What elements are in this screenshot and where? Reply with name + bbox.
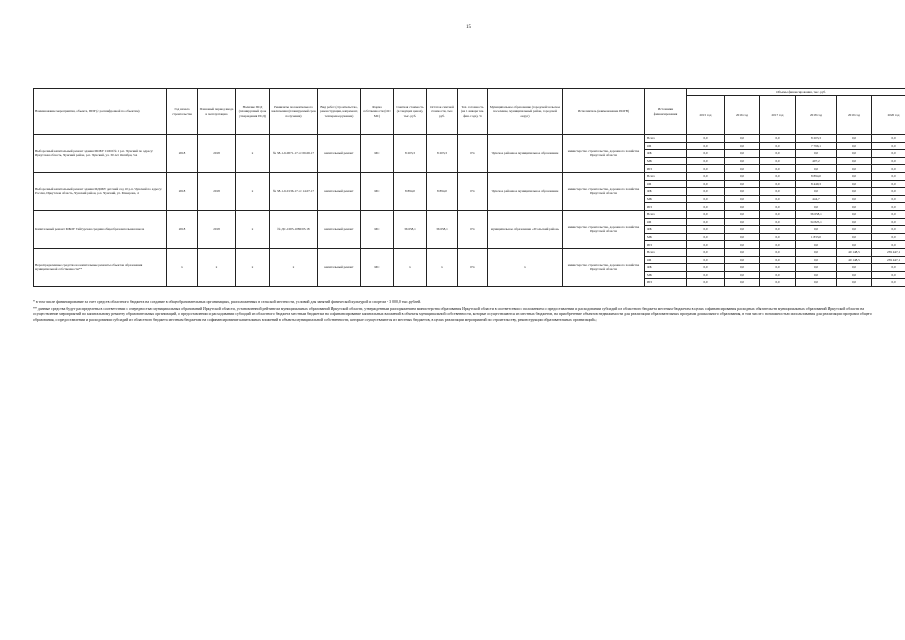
funding-amount-cell: 8 894,0 <box>796 172 837 180</box>
funding-amount-cell: 0,0 <box>872 172 905 180</box>
object-psd: x <box>236 172 270 210</box>
funding-amount-cell: 0,0 <box>837 180 872 188</box>
funding-amount-cell: 0,0 <box>687 172 725 180</box>
funding-amount-cell: 0,0 <box>837 264 872 272</box>
header-year: 2016 год <box>725 96 760 135</box>
object-ownership: МС <box>361 210 394 248</box>
funding-source-label: ИП <box>645 165 687 173</box>
funding-amount-cell: 407,2 <box>796 157 837 165</box>
funding-amount-cell: 0,0 <box>760 150 796 158</box>
funding-amount-cell: 0,0 <box>837 203 872 211</box>
funding-source-label: ФБ <box>645 188 687 196</box>
funding-source-label: ИП <box>645 203 687 211</box>
funding-amount-cell: 0,0 <box>687 210 725 218</box>
funding-amount-cell: 0,0 <box>687 248 725 256</box>
funding-amount-cell: 0,0 <box>760 233 796 241</box>
funding-amount-cell: 34 825,1 <box>796 218 837 226</box>
object-ownership: МС <box>361 172 394 210</box>
funding-amount-cell: 0,0 <box>796 264 837 272</box>
footnote-2: ** данные средства будут распределены в соответствии с очередностью муниципальных образований Иркутской области, установленной рейтингом муниципальных образований Иркутской области, утвержденным распоряжением министерства образования Иркутской области в соответствии с положением о предоставлении и расходовании субсидий из областного бюджета местным бюджетам в целях софинансирования расходных обязательств муниципальных образований Иркутской области на осуществление мероприятий по капитальному ремонту образовательных организаций, о предоставлении и расходовании субсидий из областного бюджета местным бюджетам на софинансирование капитальных вложений в объекты муниципальной собственности, которые осуществляются из местных бюджетов, на приобретение объектов недвижимости для реализации образовательных программ дошкольного образования, в том числе с возможностью использования для реализации программ общего образования, о предоставлении и расходовании субсидий из областного бюджета местным бюджетам на софинансирование капитальных вложений в объекты муниципальной собственности, которые осуществляются из местных бюджетов, в целях реализации мероприятий по строительству, реконструкции образовательных организаций»; <box>33 306 872 322</box>
funding-source-label: Всего <box>645 135 687 143</box>
header-planned-period: Плановый период ввода в эксплуатацию <box>198 89 236 135</box>
funding-amount-cell: 0,0 <box>872 157 905 165</box>
funding-source-label: МБ <box>645 233 687 241</box>
funding-amount-cell: 0,0 <box>687 157 725 165</box>
funding-amount-cell: 0,0 <box>725 271 760 279</box>
funding-amount-cell: 0,0 <box>837 188 872 196</box>
object-name: Выборочный капитальный ремонт здания МОБУ СОШ № 1 р.п. Чунский по адресу: Иркутская область, Чунский район, р.п. Чунский, ул. 30 лет Октября, 5А <box>34 135 167 173</box>
funding-amount-cell: 0,0 <box>687 135 725 143</box>
funding-amount-cell: 0,0 <box>872 188 905 196</box>
funding-amount-cell: 239 447,1 <box>872 256 905 264</box>
object-year-start: x <box>167 248 198 286</box>
funding-amount-cell: 0,0 <box>725 264 760 272</box>
funding-amount-cell: 0,0 <box>725 233 760 241</box>
funding-amount-cell: 0,0 <box>760 218 796 226</box>
table-header <box>34 89 905 135</box>
funding-amount-cell: 0,0 <box>837 241 872 249</box>
object-work-type: капитальный ремонт <box>318 135 361 173</box>
funding-source-label: МБ <box>645 195 687 203</box>
header-year: 2018 год <box>796 96 837 135</box>
object-expertise: № 38-1-6-0136-17 от 14.07.17 <box>270 172 318 210</box>
object-readiness: 0% <box>458 248 488 286</box>
funding-source-label: Всего <box>645 210 687 218</box>
object-expertise: № 38-1-6-0071-17 от 06.06.17 <box>270 135 318 173</box>
funding-amount-cell: 0,0 <box>796 271 837 279</box>
funding-amount-cell: 0,0 <box>725 256 760 264</box>
funding-amount-cell: 0,0 <box>725 150 760 158</box>
footnote-1: * в том числе финансирование за счет средств областного бюджета на создание в общеобразовательных организациях, расположенных в сельской местности, условий для занятий физической культурой и спортом - 3 000,0 тыс.рублей. <box>33 300 422 304</box>
table-row <box>34 135 905 143</box>
footnotes <box>33 300 878 324</box>
funding-amount-cell: 0,0 <box>837 226 872 234</box>
object-remaining: 8 203,3 <box>427 135 458 173</box>
funding-amount-cell: 0,0 <box>760 256 796 264</box>
funding-amount-cell: 0,0 <box>796 188 837 196</box>
funding-amount-cell: 0,0 <box>872 226 905 234</box>
object-year-start: 2018 <box>167 172 198 210</box>
funding-amount-cell: 0,0 <box>760 165 796 173</box>
funding-amount-cell: 0,0 <box>760 180 796 188</box>
funding-amount-cell: 0,0 <box>837 135 872 143</box>
object-planned-period: x <box>198 248 236 286</box>
funding-amount-cell: 0,0 <box>796 203 837 211</box>
funding-amount-cell: 0,0 <box>725 218 760 226</box>
funding-amount-cell: 0,0 <box>872 165 905 173</box>
funding-amount-cell: 40 148,5 <box>837 248 872 256</box>
object-work-type: капитальный ремонт <box>318 248 361 286</box>
funding-amount-cell: 0,0 <box>760 135 796 143</box>
object-cost: 8 894,0 <box>394 172 427 210</box>
funding-amount-cell: 0,0 <box>725 142 760 150</box>
object-psd: x <box>236 210 270 248</box>
funding-source-label: ИП <box>645 241 687 249</box>
funding-amount-cell: 0,0 <box>725 241 760 249</box>
funding-amount-cell: 0,0 <box>872 195 905 203</box>
funding-amount-cell: 0,0 <box>872 180 905 188</box>
table-body <box>34 135 905 287</box>
funding-source-label: ФБ <box>645 264 687 272</box>
funding-amount-cell: 0,0 <box>837 233 872 241</box>
object-planned-period: 2018 <box>198 172 236 210</box>
funding-amount-cell: 0,0 <box>725 210 760 218</box>
funding-amount-cell: 0,0 <box>796 150 837 158</box>
header-year: 2019 год <box>837 96 872 135</box>
object-work-type: капитальный ремонт <box>318 172 361 210</box>
funding-source-label: ФБ <box>645 226 687 234</box>
header-municipality: Муниципальное образование (городской/сельское поселение, муниципальный район, городской округ) <box>488 89 563 135</box>
object-cost: x <box>394 248 427 286</box>
funding-amount-cell: 0,0 <box>760 264 796 272</box>
funding-amount-cell: 0,0 <box>872 142 905 150</box>
funding-amount-cell: 0,0 <box>687 188 725 196</box>
funding-amount-cell: 0,0 <box>837 279 872 287</box>
table-row <box>34 210 905 218</box>
funding-amount-cell: 8 449,3 <box>796 180 837 188</box>
funding-amount-cell: 0,0 <box>687 233 725 241</box>
funding-amount-cell: 0,0 <box>760 172 796 180</box>
funding-amount-cell: 0,0 <box>837 157 872 165</box>
object-psd: x <box>236 135 270 173</box>
funding-source-label: ИП <box>645 279 687 287</box>
header-remaining: Остаток сметной стоимости, тыс. руб. <box>427 89 458 135</box>
funding-amount-cell: 239 447,1 <box>872 248 905 256</box>
funding-amount-cell: 0,0 <box>725 172 760 180</box>
funding-amount-cell: 36 658,1 <box>796 210 837 218</box>
page-number: 15 <box>466 25 471 30</box>
funding-amount-cell: 0,0 <box>760 157 796 165</box>
funding-amount-cell: 0,0 <box>872 218 905 226</box>
funding-amount-cell: 0,0 <box>687 256 725 264</box>
funding-amount-cell: 0,0 <box>837 195 872 203</box>
funding-amount-cell: 0,0 <box>796 241 837 249</box>
object-expertise: x <box>270 248 318 286</box>
object-work-type: капитальный ремонт <box>318 210 361 248</box>
funding-amount-cell: 0,0 <box>760 188 796 196</box>
funding-amount-cell: 0,0 <box>687 180 725 188</box>
funding-amount-cell: 0,0 <box>725 226 760 234</box>
funding-amount-cell: 0,0 <box>760 271 796 279</box>
funding-amount-cell: 0,0 <box>687 203 725 211</box>
funding-amount-cell: 0,0 <box>760 142 796 150</box>
table-row <box>34 248 905 256</box>
funding-amount-cell: 0,0 <box>760 210 796 218</box>
funding-amount-cell: 0,0 <box>872 150 905 158</box>
funding-amount-cell: 0,0 <box>687 226 725 234</box>
funding-source-label: ОБ <box>645 142 687 150</box>
header-readiness: Тех. готовность (на 1 января тек. фин. года), % <box>458 89 488 135</box>
funding-source-label: ОБ <box>645 218 687 226</box>
funding-amount-cell: 0,0 <box>837 210 872 218</box>
object-readiness: 0% <box>458 172 488 210</box>
funding-source-label: Всего <box>645 172 687 180</box>
funding-amount-cell: 0,0 <box>872 271 905 279</box>
funding-amount-cell: 0,0 <box>725 157 760 165</box>
object-municipality: Чунское районное муниципальное образование <box>488 135 563 173</box>
financing-table-container <box>33 88 901 287</box>
funding-source-label: МБ <box>645 271 687 279</box>
funding-amount-cell: 0,0 <box>725 180 760 188</box>
funding-amount-cell: 0,0 <box>687 241 725 249</box>
table-row <box>34 172 905 180</box>
header-work-type: Вид работ (строительство, реконструкция, капремонт, техперевооружение) <box>318 89 361 135</box>
funding-amount-cell: 7 796,1 <box>796 142 837 150</box>
object-municipality: Чунское районное муниципальное образование <box>488 172 563 210</box>
header-executor: Исполнитель (наименование ИОГВ) <box>563 89 645 135</box>
object-municipality: x <box>488 248 563 286</box>
funding-source-label: МБ <box>645 157 687 165</box>
funding-amount-cell: 0,0 <box>687 142 725 150</box>
funding-amount-cell: 0,0 <box>725 195 760 203</box>
object-year-start: 2018 <box>167 210 198 248</box>
funding-source-label: Всего <box>645 248 687 256</box>
funding-amount-cell: 0,0 <box>796 248 837 256</box>
funding-amount-cell: 0,0 <box>725 135 760 143</box>
funding-amount-cell: 0,0 <box>872 241 905 249</box>
object-remaining: 36 658,1 <box>427 210 458 248</box>
object-executor: министерство строительства, дорожного хозяйства Иркутской области <box>563 172 645 210</box>
funding-amount-cell: 0,0 <box>796 165 837 173</box>
funding-amount-cell: 0,0 <box>837 150 872 158</box>
funding-amount-cell: 0,0 <box>760 279 796 287</box>
object-name: Нераспределенные средства на капитальные ремонты объектов образования муниципальной собственности** <box>34 248 167 286</box>
funding-amount-cell: 0,0 <box>837 172 872 180</box>
funding-amount-cell: 444,7 <box>796 195 837 203</box>
header-year: 2017 год <box>760 96 796 135</box>
object-planned-period: 2018 <box>198 210 236 248</box>
funding-amount-cell: 0,0 <box>760 195 796 203</box>
header-psd: Наличие ПСД (планируемый срок утверждения ПСД) <box>236 89 270 135</box>
funding-amount-cell: 0,0 <box>760 248 796 256</box>
object-executor: министерство строительства, дорожного хозяйства Иркутской области <box>563 210 645 248</box>
funding-amount-cell: 0,0 <box>872 210 905 218</box>
funding-amount-cell: 8 203,3 <box>796 135 837 143</box>
object-ownership: МС <box>361 248 394 286</box>
funding-amount-cell: 0,0 <box>725 279 760 287</box>
header-name: Наименование мероприятия, объекта, ПИР (с расшифровкой по объектам) <box>34 89 167 135</box>
funding-amount-cell: 0,0 <box>725 188 760 196</box>
funding-amount-cell: 0,0 <box>872 203 905 211</box>
funding-amount-cell: 0,0 <box>837 271 872 279</box>
financing-table <box>33 88 905 287</box>
funding-amount-cell: 0,0 <box>872 233 905 241</box>
funding-amount-cell: 0,0 <box>687 264 725 272</box>
funding-amount-cell: 0,0 <box>687 279 725 287</box>
object-executor: министерство строительства, дорожного хозяйства Иркутской области <box>563 135 645 173</box>
funding-amount-cell: 0,0 <box>796 226 837 234</box>
header-funding-group: Объемы финансирования, тыс. руб. <box>687 89 905 96</box>
header-source: Источники финансирования <box>645 89 687 135</box>
header-cost: Сметная стоимость (в текущих ценах), тыс. руб. <box>394 89 427 135</box>
object-municipality: муниципальное образование «Усольский район» <box>488 210 563 248</box>
object-planned-period: 2018 <box>198 135 236 173</box>
object-remaining: x <box>427 248 458 286</box>
funding-amount-cell: 0,0 <box>725 203 760 211</box>
object-executor: министерство строительства, дорожного хозяйства Иркутской области <box>563 248 645 286</box>
header-year: 2020 год <box>872 96 905 135</box>
object-name: Выборочный капитальный ремонт здания МДОБУ детский сад 10 р.п. Чунский по адресу: Россия, Иркутская область, Чунский район, р.п. Чунский, ул. Макарова, 4 <box>34 172 167 210</box>
funding-source-label: ФБ <box>645 150 687 158</box>
object-name: Капитальный ремонт МБОУ Тайтурская средняя общеобразовательная школа <box>34 210 167 248</box>
funding-amount-cell: 0,0 <box>687 218 725 226</box>
funding-amount-cell: 0,0 <box>687 150 725 158</box>
funding-amount-cell: 0,0 <box>725 248 760 256</box>
funding-amount-cell: 0,0 <box>872 264 905 272</box>
funding-amount-cell: 0,0 <box>760 203 796 211</box>
funding-amount-cell: 0,0 <box>760 241 796 249</box>
funding-amount-cell: 0,0 <box>837 142 872 150</box>
funding-amount-cell: 0,0 <box>796 279 837 287</box>
funding-source-label: ОБ <box>645 180 687 188</box>
funding-amount-cell: 0,0 <box>687 195 725 203</box>
object-psd: x <box>236 248 270 286</box>
funding-amount-cell: 0,0 <box>872 135 905 143</box>
funding-amount-cell: 0,0 <box>837 218 872 226</box>
object-cost: 8 203,3 <box>394 135 427 173</box>
object-readiness: 0% <box>458 210 488 248</box>
object-ownership: МС <box>361 135 394 173</box>
funding-amount-cell: 0,0 <box>760 226 796 234</box>
funding-amount-cell: 0,0 <box>796 256 837 264</box>
funding-amount-cell: 0,0 <box>837 165 872 173</box>
header-expertise: Реквизиты положительного заключения (планируемый срок получения) <box>270 89 318 135</box>
funding-source-label: ОБ <box>645 256 687 264</box>
funding-amount-cell: 0,0 <box>687 165 725 173</box>
funding-amount-cell: 0,0 <box>687 271 725 279</box>
header-ownership: Форма собственности (ОС/МС) <box>361 89 394 135</box>
funding-amount-cell: 0,0 <box>725 165 760 173</box>
header-year-start: Год начала строительства <box>167 89 198 135</box>
funding-amount-cell: 40 148,5 <box>837 256 872 264</box>
object-expertise: № ДС-1005-1080/03.18 <box>270 210 318 248</box>
object-readiness: 0% <box>458 135 488 173</box>
object-remaining: 8 894,0 <box>427 172 458 210</box>
object-year-start: 2018 <box>167 135 198 173</box>
header-year: 2015 год <box>687 96 725 135</box>
funding-amount-cell: 0,0 <box>872 279 905 287</box>
funding-amount-cell: 1 833,0 <box>796 233 837 241</box>
object-cost: 36 658,1 <box>394 210 427 248</box>
